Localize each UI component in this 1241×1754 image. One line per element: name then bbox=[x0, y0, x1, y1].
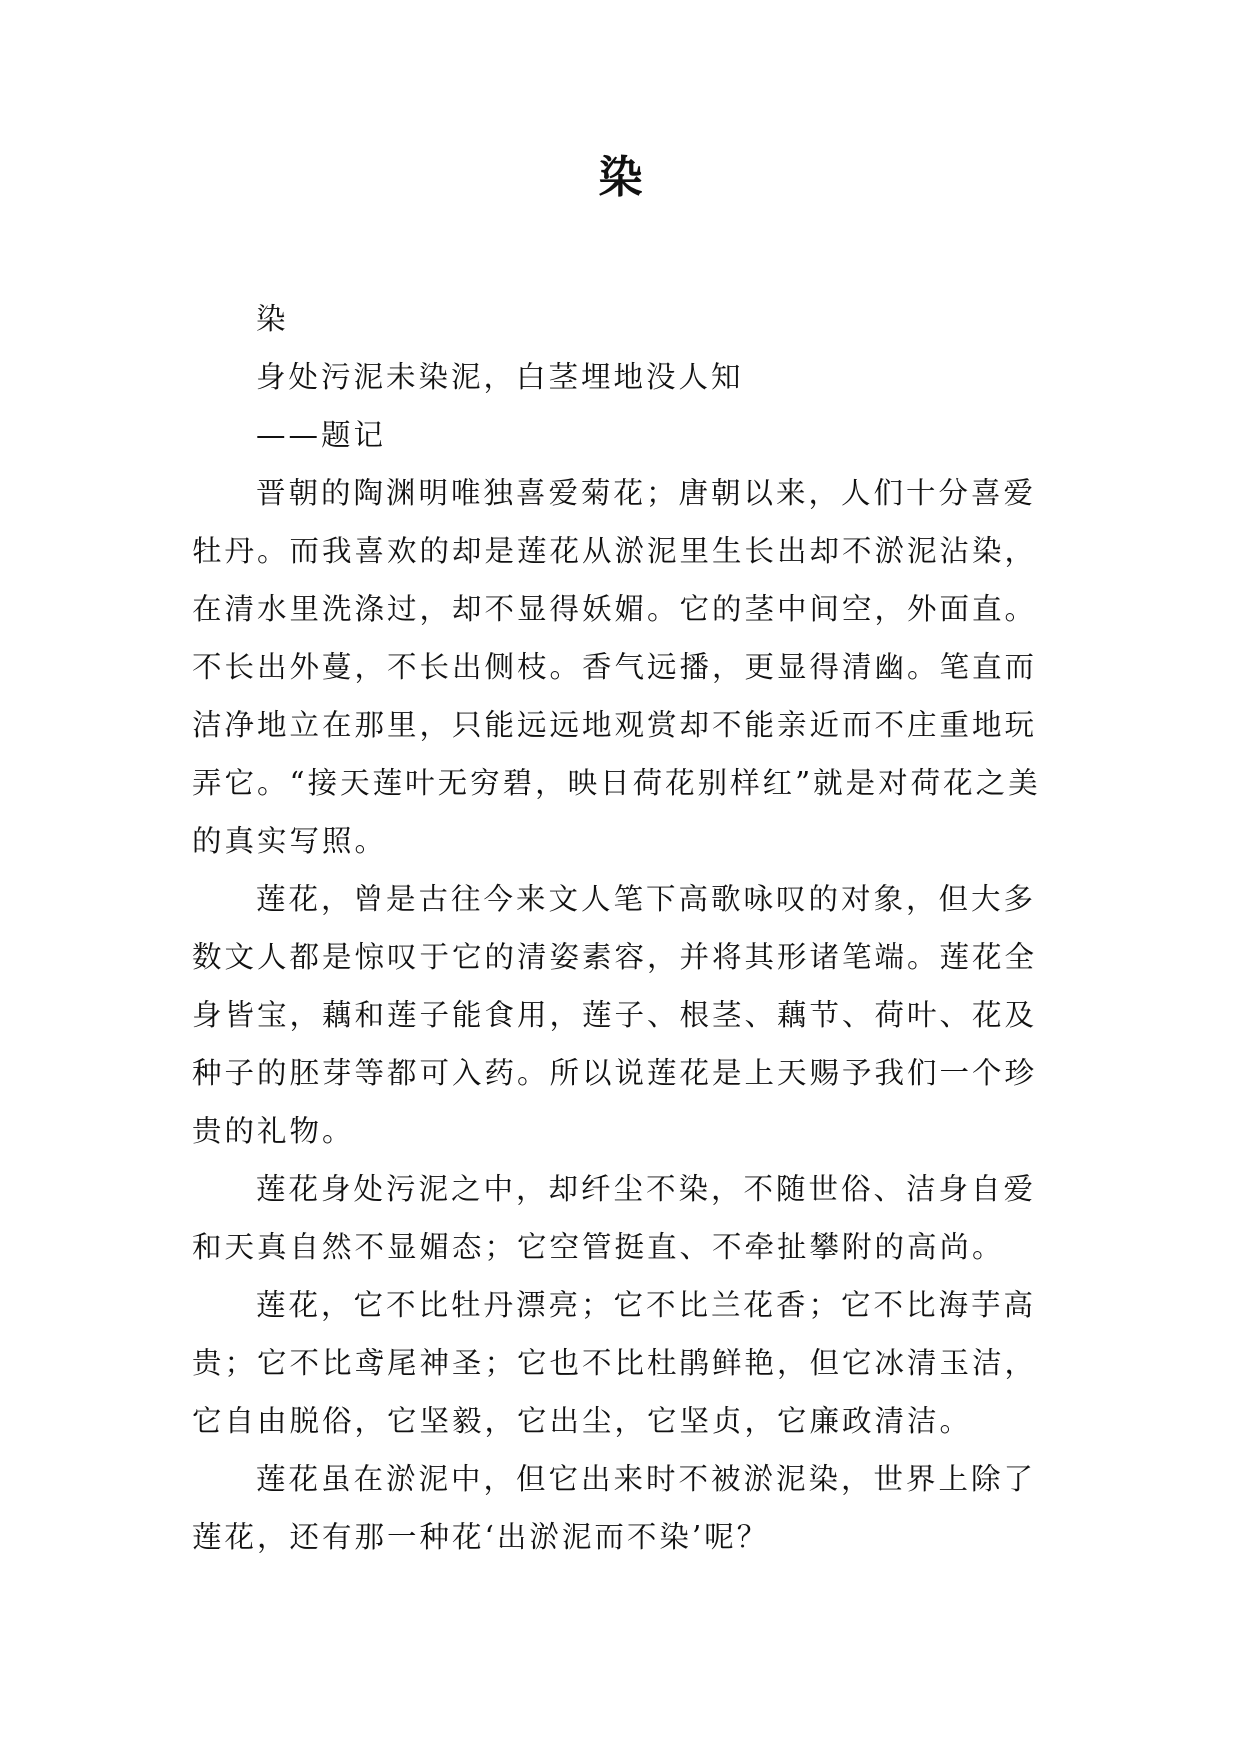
document-title: 染 bbox=[598, 152, 643, 203]
paragraph-heading: 染 bbox=[256, 302, 289, 336]
paragraph-epigraph-attribution: ——题记 bbox=[256, 418, 387, 452]
paragraph-epigraph: 身处污泥未染泥，白茎埋地没人知 bbox=[256, 360, 744, 394]
paragraph: 莲花，曾是古往今来文人笔下高歌咏叹的对象，但大多数文人都是惊叹于它的清姿素容，并将其形诸笔端。莲花全身皆宝，藕和莲子能食用，莲子、根茎、藕节、荷叶、花及种子的胚芽等都可入药。所以说莲花是上天赐予我们一个珍贵的礼物。 bbox=[192, 882, 1038, 1148]
document-body bbox=[192, 290, 1068, 1566]
paragraph: 莲花，它不比牡丹漂亮；它不比兰花香；它不比海芋高贵；它不比鸢尾神圣；它也不比杜鹃鲜艳，但它冰清玉洁，它自由脱俗，它坚毅，它出尘，它坚贞，它廉政清洁。 bbox=[192, 1288, 1038, 1438]
paragraph: 莲花虽在淤泥中，但它出来时不被淤泥染，世界上除了莲花，还有那一种花‘出淤泥而不染’呢？ bbox=[192, 1462, 1037, 1554]
paragraph: 晋朝的陶渊明唯独喜爱菊花；唐朝以来，人们十分喜爱牡丹。而我喜欢的却是莲花从淤泥里生长出却不淤泥沾染，在清水里洗涤过，却不显得妖媚。它的茎中间空，外面直。不长出外蔓，不长出侧枝。香气远播，更显得清幽。笔直而洁净地立在那里，只能远远地观赏却不能亲近而不庄重地玩弄它。“接天莲叶无穷碧，映日荷花别样红”就是对荷花之美的真实写照。 bbox=[192, 476, 1041, 858]
paragraph: 莲花身处污泥之中，却纤尘不染，不随世俗、洁身自爱和天真自然不显媚态；它空管挺直、不牵扯攀附的高尚。 bbox=[192, 1172, 1037, 1264]
